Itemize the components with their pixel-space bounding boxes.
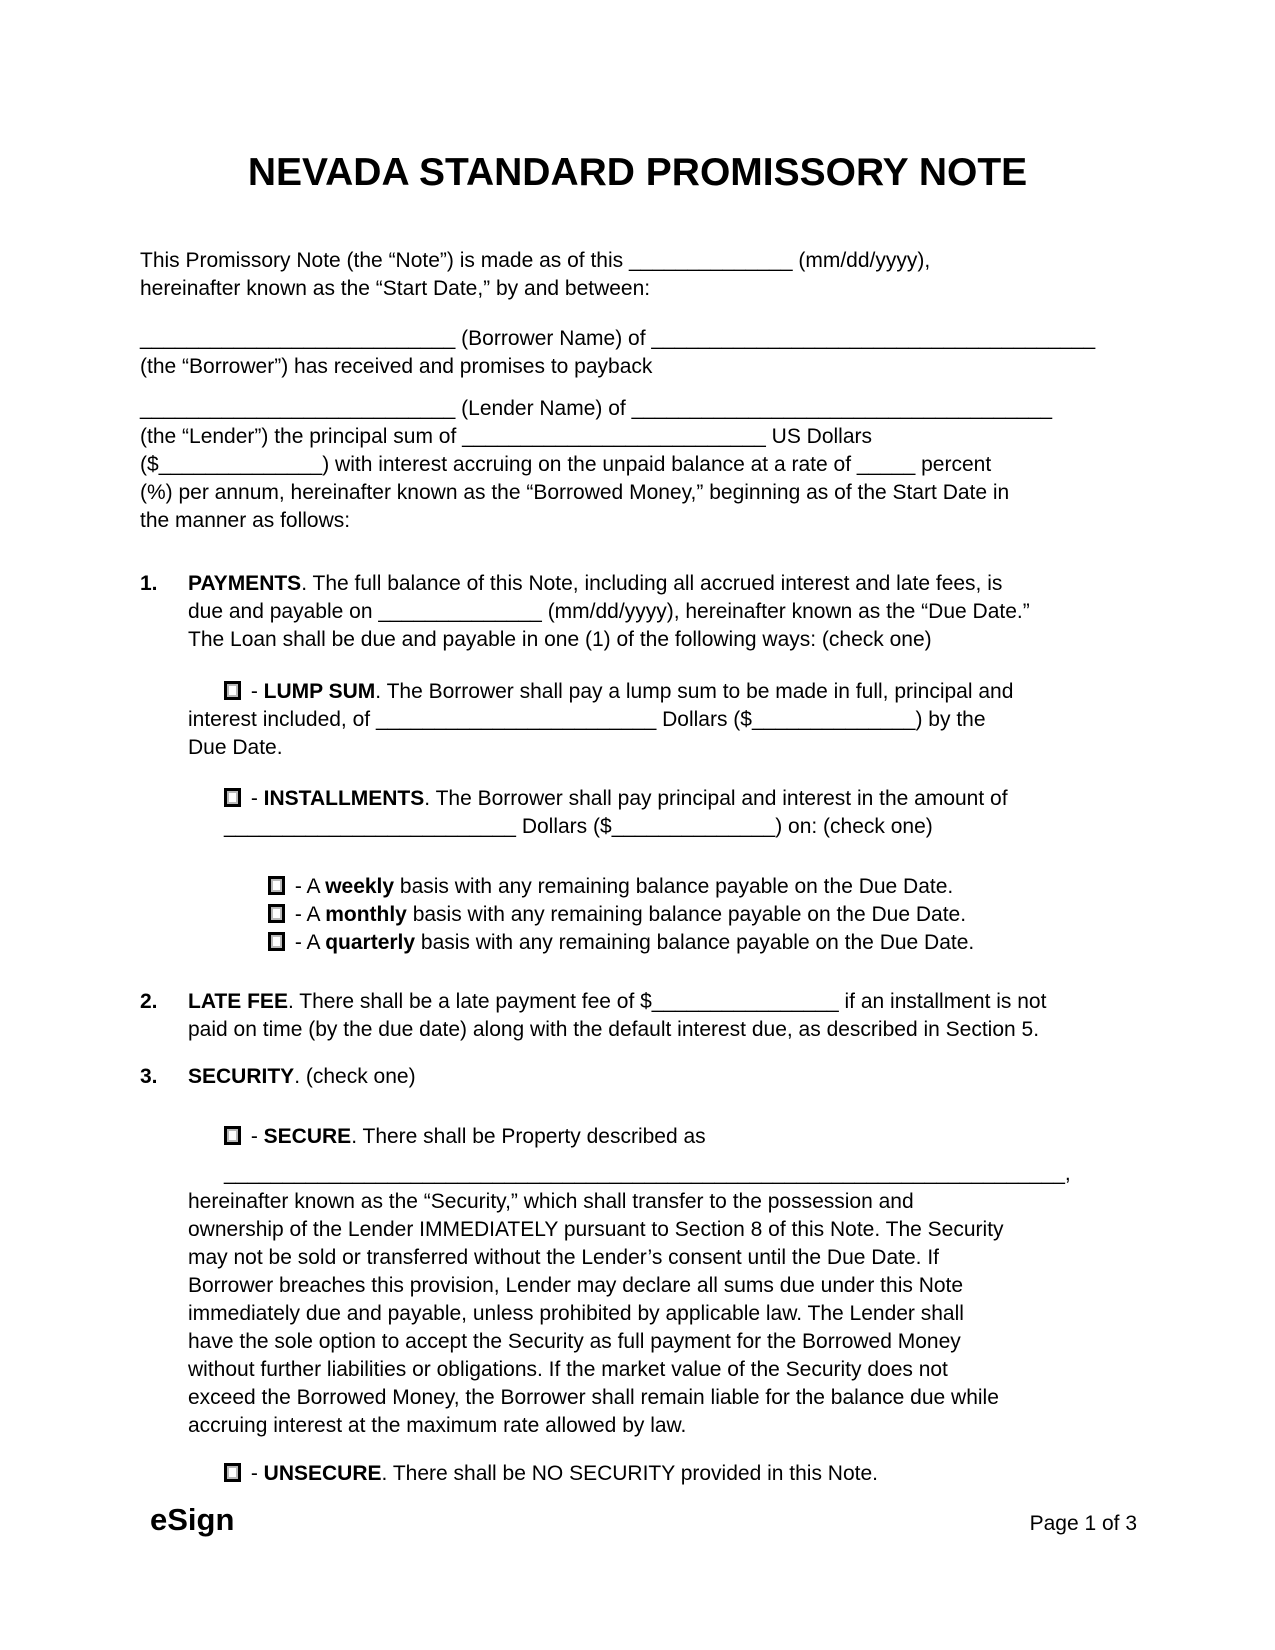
text-run: INSTALLMENTS [263, 787, 425, 810]
lender-clause-line [140, 423, 1135, 451]
text-run: may not be sold or transferred without the Lender’s consent until the Due Date. If [188, 1246, 939, 1269]
text-run: if an installment is not [838, 990, 1047, 1013]
text-run: - A [289, 903, 326, 926]
borrower-clause [140, 325, 1135, 381]
installment-words-blank[interactable]: _________________________ [224, 815, 516, 838]
lender-clause-line [140, 507, 1135, 535]
unsecure-option-line [140, 1460, 1135, 1488]
section-2-late-fee [140, 988, 1135, 1044]
text-run: UNSECURE [263, 1462, 382, 1485]
page-number: Page 1 of 3 [1029, 1512, 1137, 1535]
text-run: basis with any remaining balance payable on the Due Date. [406, 903, 967, 926]
installment-number-blank[interactable]: ______________ [611, 815, 776, 838]
secure-option-line [140, 1244, 1135, 1272]
secure-option-line [140, 1123, 1135, 1151]
text-run: SECURITY [188, 1065, 295, 1088]
text-run: - [245, 787, 264, 810]
text-run: monthly [325, 903, 407, 926]
text-run: hereinafter known as the “Security,” which shall transfer to the possession and [188, 1190, 914, 1213]
text-run: . There shall be NO SECURITY provided in this Note. [381, 1462, 878, 1485]
interest-rate-blank[interactable]: _____ [856, 453, 916, 476]
document-content [140, 150, 1135, 1488]
borrower-clause-line [140, 353, 1135, 381]
lump-sum-option-line [140, 678, 1135, 706]
text-run: - A [289, 931, 326, 954]
principal-sum-number-blank[interactable]: ______________ [158, 453, 323, 476]
text-run: LATE FEE [188, 990, 288, 1013]
text-run: PAYMENTS [188, 572, 302, 595]
page-title: NEVADA STANDARD PROMISSORY NOTE [247, 151, 1028, 194]
borrower-address-blank[interactable]: ______________________________________ [651, 327, 1096, 350]
secure-option-line [140, 1328, 1135, 1356]
secure-option-line [140, 1384, 1135, 1412]
text-run: Borrower breaches this provision, Lender may declare all sums due under this Note [188, 1274, 964, 1297]
text-run: . There shall be Property described as [351, 1125, 706, 1148]
lump-sum-number-blank[interactable]: ______________ [751, 708, 916, 731]
installments-checkbox[interactable] [224, 788, 241, 807]
text-run: ownership of the Lender IMMEDIATELY pursuant to Section 8 of this Note. The Security [188, 1218, 1004, 1241]
text-run: accruing interest at the maximum rate allowed by law. [188, 1414, 687, 1437]
text-run: due and payable on [188, 600, 379, 623]
text-run: - [245, 1462, 264, 1485]
section-number: 1. [140, 572, 158, 595]
text-run: Dollars ($ [656, 708, 752, 731]
secure-option-line [140, 1188, 1135, 1216]
text-run: basis with any remaining balance payable on the Due Date. [415, 931, 975, 954]
section-1-payments [140, 570, 1135, 654]
start-date-blank[interactable]: ______________ [628, 249, 793, 272]
text-run: (the “Borrower”) has received and promises to payback [140, 355, 653, 378]
text-run: - [245, 1125, 264, 1148]
lender-clause-line [140, 395, 1135, 423]
text-run: exceed the Borrowed Money, the Borrower shall remain liable for the balance due while [188, 1386, 999, 1409]
text-run: interest included, of [188, 708, 376, 731]
text-run: , [1064, 1162, 1071, 1185]
text-run: . The Borrower shall pay a lump sum to be made in full, principal and [375, 680, 1014, 703]
lender-clause-line [140, 479, 1135, 507]
lender-clause-line [140, 451, 1135, 479]
text-run: basis with any remaining balance payable on the Due Date. [394, 875, 954, 898]
text-run: . There shall be a late payment fee of $ [287, 990, 652, 1013]
borrower-clause-line [140, 325, 1135, 353]
text-run: . The Borrower shall pay principal and interest in the amount of [424, 787, 1008, 810]
installment-frequency-options-line [140, 901, 1135, 929]
text-run: LUMP SUM [263, 680, 376, 703]
unsecure-checkbox[interactable] [224, 1463, 241, 1482]
secure-option-line [140, 1356, 1135, 1384]
text-run: weekly [325, 875, 395, 898]
section-1-payments-line [140, 598, 1135, 626]
section-number: 2. [140, 990, 158, 1013]
text-run: ) on: (check one) [775, 815, 933, 838]
text-run: ) with interest accruing on the unpaid balance at a rate of [322, 453, 857, 476]
text-run: percent [915, 453, 992, 476]
lump-sum-option [140, 678, 1135, 762]
text-run: . (check one) [294, 1065, 416, 1088]
text-run: (%) per annum, hereinafter known as the “Borrowed Money,” beginning as of the Start Date in [140, 481, 1010, 504]
text-run: have the sole option to accept the Security as full payment for the Borrowed Money [188, 1330, 961, 1353]
secure-checkbox[interactable] [224, 1126, 241, 1145]
text-run: paid on time (by the due date) along with the default interest due, as described in Section 5. [188, 1018, 1040, 1041]
text-run: (Borrower Name) of [455, 327, 652, 350]
text-run: (mm/dd/yyyy), [792, 249, 931, 272]
lump-sum-checkbox[interactable] [224, 681, 241, 700]
page-footer [150, 1502, 1137, 1538]
section-2-late-fee-line [140, 1016, 1135, 1044]
text-run: the manner as follows: [140, 509, 351, 532]
text-run: (the “Lender”) the principal sum of [140, 425, 463, 448]
secure-option-line [140, 1160, 1135, 1188]
principal-sum-words-blank[interactable]: __________________________ [462, 425, 766, 448]
borrower-name-blank[interactable]: ___________________________ [140, 327, 456, 350]
text-run: (Lender Name) of [455, 397, 632, 420]
installments-option-line [140, 813, 1135, 841]
security-property-blank[interactable]: ________________________________________________________________________ [224, 1162, 1065, 1185]
installment-frequency-options-line [140, 929, 1135, 957]
section-1-payments-line [140, 626, 1135, 654]
text-run: without further liabilities or obligations. If the market value of the Security does not [188, 1358, 948, 1381]
lump-sum-option-line [140, 734, 1135, 762]
intro-paragraph-line [140, 247, 1135, 275]
section-3-security-line [140, 1063, 1135, 1091]
unsecure-option [140, 1460, 1135, 1488]
text-run: - A [289, 875, 326, 898]
text-run: This Promissory Note (the “Note”) is made as of this [140, 249, 629, 272]
late-fee-amount-blank[interactable]: ________________ [651, 990, 839, 1013]
installments-option-line [140, 785, 1135, 813]
secure-option-line [140, 1412, 1135, 1440]
lender-name-blank[interactable]: ___________________________ [140, 397, 456, 420]
secure-option-line [140, 1216, 1135, 1244]
section-number: 3. [140, 1065, 158, 1088]
text-run: The Loan shall be due and payable in one (1) of the following ways: (check one) [188, 628, 932, 651]
esign-logo: eSign [150, 1502, 235, 1537]
due-date-blank[interactable]: ______________ [378, 600, 542, 623]
text-run: - [245, 680, 264, 703]
section-2-late-fee-line [140, 988, 1135, 1016]
installment-frequency-options-line [140, 873, 1135, 901]
text-run: ) by the [915, 708, 986, 731]
lump-sum-words-blank[interactable]: ________________________ [375, 708, 657, 731]
section-1-payments-line [140, 570, 1135, 598]
text-run: immediately due and payable, unless prohibited by applicable law. The Lender shall [188, 1302, 964, 1325]
secure-option-line [140, 1300, 1135, 1328]
secure-option-line [140, 1272, 1135, 1300]
text-run: hereinafter known as the “Start Date,” by and between: [140, 277, 651, 300]
installments-option [140, 785, 1135, 841]
weekly-checkbox[interactable] [268, 876, 285, 895]
secure-option [140, 1123, 1135, 1440]
intro-paragraph [140, 247, 1135, 303]
section-3-security [140, 1063, 1135, 1091]
intro-paragraph-line [140, 275, 1135, 303]
lump-sum-option-line [140, 706, 1135, 734]
document-body [140, 247, 1135, 1488]
text-run: (mm/dd/yyyy), hereinafter known as the “Due Date.” [541, 600, 1030, 623]
text-run: Due Date. [188, 736, 283, 759]
text-run: . The full balance of this Note, including all accrued interest and late fees, is [301, 572, 1003, 595]
monthly-checkbox[interactable] [268, 904, 285, 923]
lender-address-blank[interactable]: ____________________________________ [631, 397, 1053, 420]
text-run: ($ [140, 453, 159, 476]
text-run: SECURE [263, 1125, 352, 1148]
text-run: US Dollars [765, 425, 873, 448]
text-run: Dollars ($ [515, 815, 612, 838]
installment-frequency-options [140, 873, 1135, 957]
quarterly-checkbox[interactable] [268, 932, 285, 951]
text-run: quarterly [325, 931, 416, 954]
lender-clause [140, 395, 1135, 535]
